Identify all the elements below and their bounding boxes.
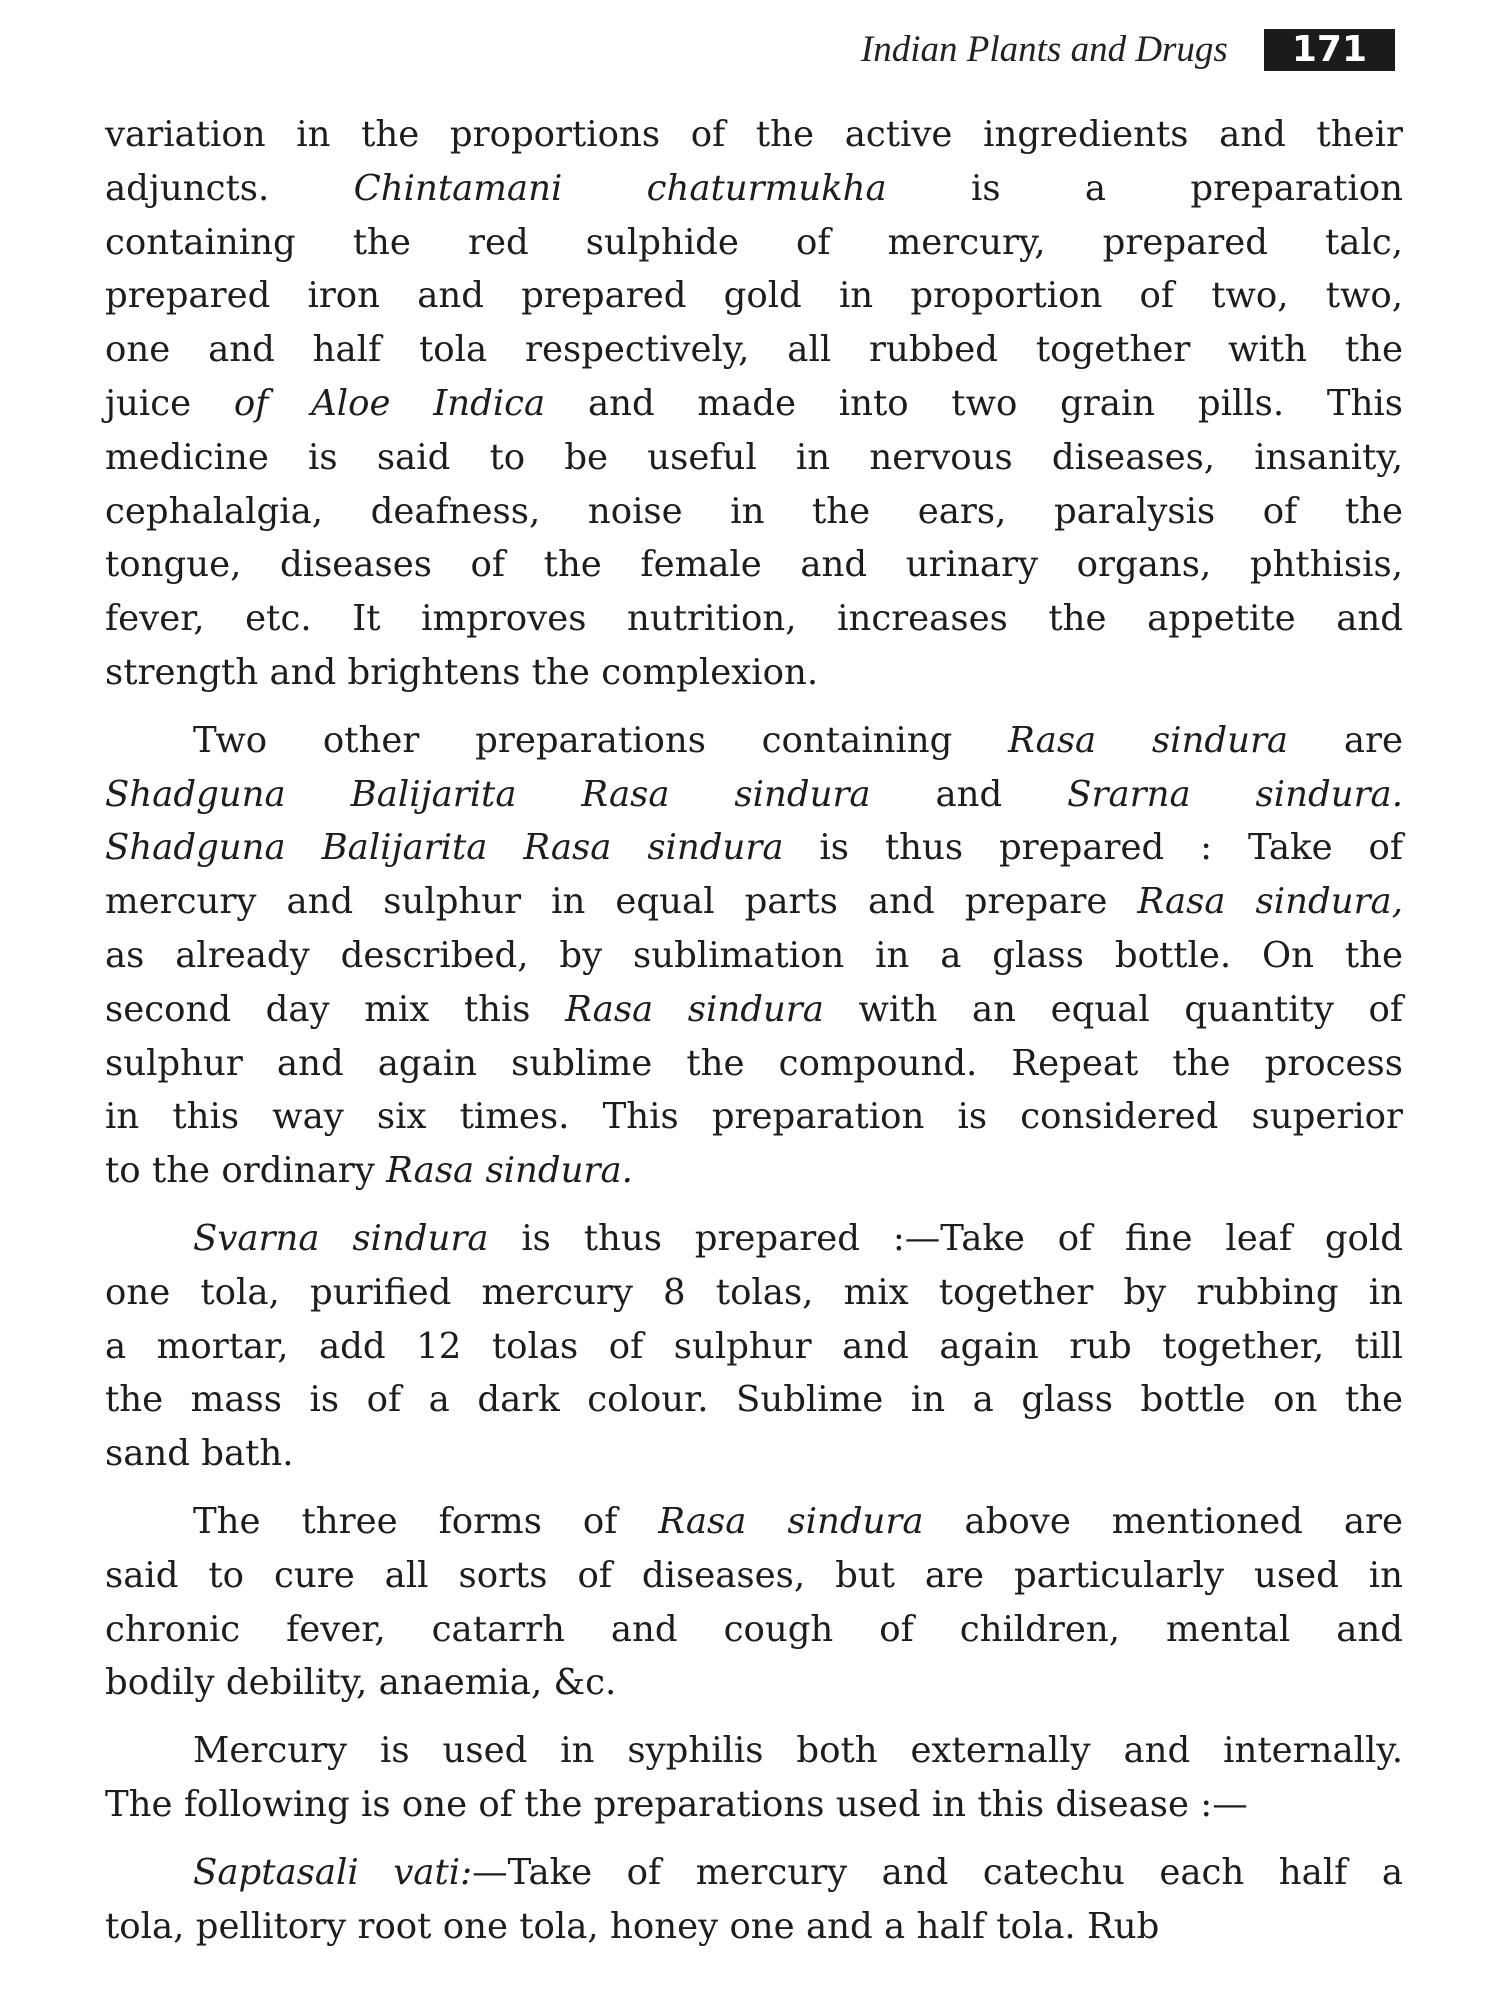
text-run: sulphur and again sublime the compound. Repeat the process: [105, 1042, 1403, 1084]
italic-term: Saptasali vati:: [193, 1851, 473, 1893]
text-line: [105, 1266, 1403, 1320]
text-line: [105, 875, 1403, 929]
text-run: containing the red sulphide of mercury, prepared talc,: [105, 221, 1403, 263]
text-run: said to cure all sorts of diseases, but are particularly used in: [105, 1554, 1403, 1596]
italic-term: Rasa sindura: [658, 1500, 924, 1542]
italic-term: Rasa sindura,: [1137, 881, 1403, 923]
italic-term: of Aloe Indica: [233, 382, 546, 424]
text-line: [105, 1037, 1403, 1091]
text-line: [105, 1427, 1403, 1481]
text-run: medicine is said to be useful in nervous diseases, insanity,: [105, 436, 1403, 478]
body-text: [105, 108, 1403, 1953]
paragraph: [105, 1495, 1403, 1710]
text-line: [105, 1320, 1403, 1374]
italic-term: Rasa sindura.: [386, 1150, 633, 1192]
text-line: [105, 1144, 1403, 1198]
running-title: Indian Plants and Drugs: [860, 29, 1228, 70]
text-line: [105, 1603, 1403, 1657]
italic-term: Srarna sindura.: [1067, 773, 1403, 815]
text-run: is thus prepared : Take of: [783, 827, 1403, 869]
text-run: sand bath.: [105, 1433, 294, 1475]
text-line: [105, 162, 1403, 216]
text-line: [105, 323, 1403, 377]
paragraph: [105, 108, 1403, 700]
text-run: adjuncts.: [105, 167, 354, 209]
text-run: The following is one of the preparations used in this disease :—: [105, 1783, 1248, 1825]
text-run: one and half tola respectively, all rubbed together with the: [105, 329, 1403, 371]
text-run: above mentioned are: [923, 1500, 1403, 1542]
text-run: is a preparation: [886, 167, 1403, 209]
text-run: the mass is of a dark colour. Sublime in a glass bottle on the: [105, 1379, 1403, 1421]
text-run: —Take of mercury and catechu each half a: [472, 1851, 1404, 1893]
text-run: to the ordinary: [105, 1150, 387, 1192]
italic-term: Shadguna Balijarita Rasa sindura: [105, 773, 871, 815]
text-line: [105, 646, 1403, 700]
text-run: The three forms of: [193, 1500, 659, 1542]
text-run: as already described, by sublimation in a glass bottle. On the: [105, 934, 1403, 976]
text-run: fever, etc. It improves nutrition, increases the appetite and: [105, 598, 1403, 640]
text-run: with an equal quantity of: [823, 988, 1403, 1030]
text-run: variation in the proportions of the active ingredients and their: [105, 114, 1403, 155]
text-line: [105, 929, 1403, 983]
paragraph: [105, 1846, 1403, 1954]
text-run: a mortar, add 12 tolas of sulphur and again rub together, till: [105, 1325, 1403, 1367]
italic-term: Shadguna Balijarita Rasa sindura: [105, 827, 784, 869]
text-line: [105, 821, 1403, 875]
text-run: cephalalgia, deafness, noise in the ears, paralysis of the: [105, 490, 1403, 532]
text-run: and: [870, 773, 1068, 815]
text-line: [105, 216, 1403, 270]
page-number: 171: [1264, 29, 1395, 71]
text-line: [105, 1778, 1403, 1832]
paragraph: [105, 1724, 1403, 1832]
text-line: [105, 714, 1403, 768]
text-run: one tola, purified mercury 8 tolas, mix together by rubbing in: [105, 1271, 1403, 1313]
text-line: [105, 485, 1403, 539]
text-line: [105, 431, 1403, 485]
text-line: [105, 108, 1403, 162]
text-run: second day mix this: [105, 988, 566, 1030]
text-line: [105, 1090, 1403, 1144]
text-run: are: [1288, 719, 1403, 761]
text-run: is thus prepared :—Take of fine leaf gold: [488, 1217, 1404, 1259]
text-line: [105, 768, 1403, 822]
italic-term: Chintamani chaturmukha: [353, 167, 887, 209]
text-line: [105, 592, 1403, 646]
text-run: strength and brightens the complexion.: [105, 651, 819, 693]
text-line: [105, 377, 1403, 431]
italic-term: Svarna sindura: [193, 1217, 489, 1259]
text-run: mercury and sulphur in equal parts and prepare: [105, 881, 1138, 923]
text-run: bodily debility, anaemia, &c.: [105, 1662, 617, 1704]
text-line: [105, 1212, 1403, 1266]
text-line: [105, 269, 1403, 323]
text-line: [105, 1549, 1403, 1603]
paragraph: [105, 714, 1403, 1198]
text-line: [105, 1656, 1403, 1710]
text-line: [105, 1495, 1403, 1549]
text-line: [105, 538, 1403, 592]
italic-term: Rasa sindura: [565, 988, 824, 1030]
text-run: prepared iron and prepared gold in proportion of two, two,: [105, 275, 1403, 317]
text-run: chronic fever, catarrh and cough of children, mental and: [105, 1608, 1403, 1650]
text-line: [105, 1900, 1403, 1954]
italic-term: Rasa sindura: [1008, 719, 1289, 761]
text-line: [105, 1373, 1403, 1427]
text-line: [105, 1846, 1403, 1900]
page-header: [861, 28, 1395, 71]
text-line: [105, 1724, 1403, 1778]
text-run: and made into two grain pills. This: [545, 382, 1404, 424]
text-run: Two other preparations containing: [193, 719, 1009, 761]
text-line: [105, 983, 1403, 1037]
text-run: tola, pellitory root one tola, honey one and a half tola. Rub: [105, 1905, 1160, 1947]
text-run: juice: [105, 382, 234, 424]
paragraph: [105, 1212, 1403, 1481]
text-run: in this way six times. This preparation is considered superior: [105, 1096, 1403, 1138]
text-run: Mercury is used in syphilis both externally and internally.: [193, 1730, 1403, 1772]
text-run: tongue, diseases of the female and urinary organs, phthisis,: [105, 544, 1403, 586]
